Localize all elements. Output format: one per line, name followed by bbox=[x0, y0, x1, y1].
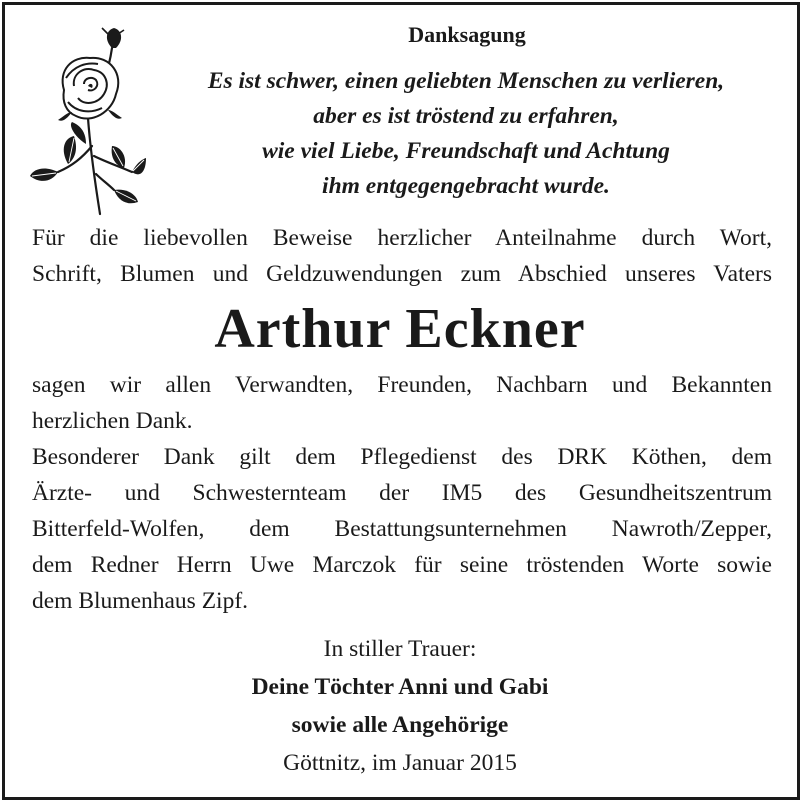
special-thanks-paragraph bbox=[32, 439, 772, 619]
motto-line: wie viel Liebe, Freundschaft und Achtung bbox=[262, 138, 670, 164]
motto-line: ihm entgegengebracht wurde. bbox=[322, 173, 610, 199]
closing-block bbox=[0, 630, 800, 782]
signatory-line: sowie alle Angehörige bbox=[291, 712, 509, 738]
motto-line: aber es ist tröstend zu erfahren, bbox=[313, 103, 619, 129]
special-line: dem Redner Herrn Uwe Marczok für seine tröstenden Worte sowie bbox=[32, 552, 772, 578]
deceased-name: Arthur Eckner bbox=[214, 298, 586, 360]
special-line: Bitterfeld-Wolfen, dem Bestattungsunternehmen Nawroth/Zepper, bbox=[32, 516, 772, 542]
signatory-line: Deine Töchter Anni und Gabi bbox=[251, 674, 549, 700]
place-date: Göttnitz, im Januar 2015 bbox=[283, 750, 517, 776]
intro-paragraph bbox=[32, 220, 772, 292]
heading: Danksagung bbox=[408, 22, 526, 47]
special-line: Besonderer Dank gilt dem Pflegedienst des DRK Köthen, dem bbox=[32, 444, 772, 470]
motto-line: Es ist schwer, einen geliebten Menschen zu verlieren, bbox=[207, 68, 725, 94]
thanks-line: sagen wir allen Verwandten, Freunden, Nachbarn und Bekannten bbox=[32, 372, 772, 398]
mourning-label: In stiller Trauer: bbox=[323, 636, 477, 662]
motto-quote bbox=[150, 64, 782, 204]
intro-line: Für die liebevollen Beweise herzlicher Anteilnahme durch Wort, bbox=[32, 225, 772, 251]
special-line: dem Blumenhaus Zipf. bbox=[32, 588, 249, 614]
rose-icon bbox=[28, 26, 146, 216]
special-line: Ärzte- und Schwesternteam der IM5 des Gesundheitszentrum bbox=[32, 480, 772, 506]
thanks-line: herzlichen Dank. bbox=[32, 408, 193, 434]
intro-line: Schrift, Blumen und Geldzuwendungen zum Abschied unseres Vaters bbox=[32, 261, 772, 287]
thanks-paragraph bbox=[32, 367, 772, 439]
